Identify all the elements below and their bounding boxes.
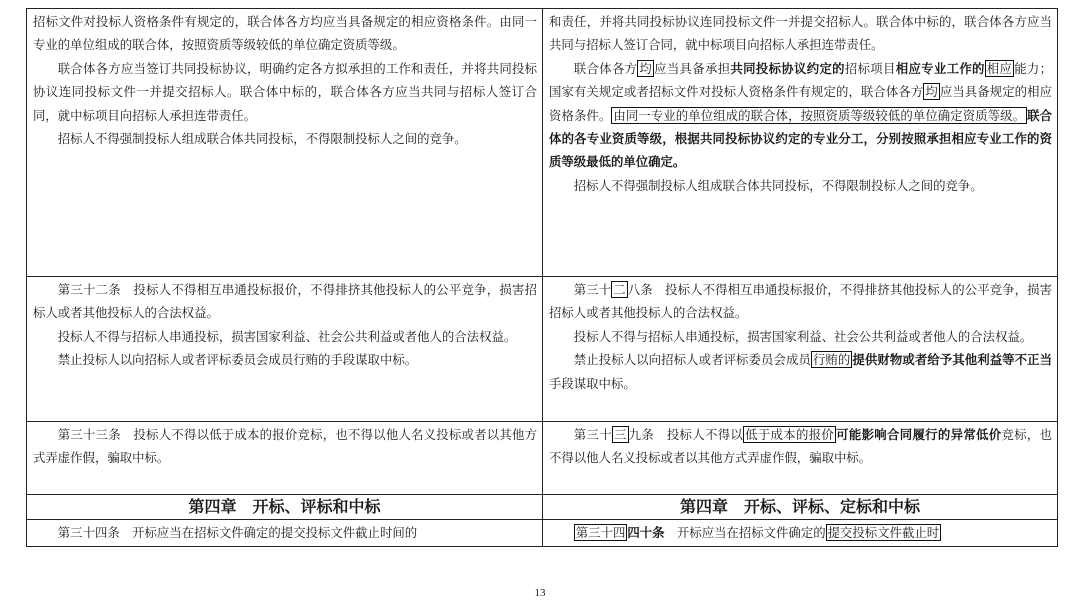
added-text: 相应专业工作的 xyxy=(895,60,985,76)
paragraph: 投标人不得与招标人串通投标，损害国家利益、社会公共利益或者他人的合法权益。 xyxy=(57,328,517,344)
deleted-text-box: 提交投标文件截止时 xyxy=(827,525,940,540)
page-number: 13 xyxy=(534,587,546,599)
chapter-heading-revised: 第四章 开标、评标、定标和中标 xyxy=(543,495,1058,520)
paragraph: 招标人不得强制投标人组成联合体共同投标，不得限制投标人之间的竞争。 xyxy=(573,177,983,193)
chapter-heading-row xyxy=(27,495,1058,520)
text-run: 开标应当在招标文件确定的 xyxy=(664,525,826,540)
text-run: 联合体各方 xyxy=(573,60,638,76)
deleted-text-box: 低于成本的报价 xyxy=(745,427,835,442)
paragraph xyxy=(549,278,1052,325)
paragraph xyxy=(549,57,1052,174)
paragraph: 第三十三条 投标人不得以低于成本的报价竞标，也不得以他人名义投标或者以其他方式弄虚作假，骗取中标。 xyxy=(33,427,537,466)
paragraph xyxy=(549,521,1052,544)
deleted-text-box: 行贿的 xyxy=(812,352,851,368)
table-row xyxy=(27,422,1058,495)
original-text-cell xyxy=(27,422,543,495)
deleted-text-box: 三 xyxy=(613,427,627,442)
original-text-cell xyxy=(27,520,543,547)
text-run: 九条 投标人不得以 xyxy=(628,427,744,442)
paragraph: 投标人不得与招标人串通投标，损害国家利益、社会公共利益或者他人的合法权益。 xyxy=(573,328,1033,344)
text-run: 竞标，也不得以他人名义投标或者以其他方式弄虚作假，骗取中标。 xyxy=(549,427,1053,466)
added-text: 联合体的各专业资质等级，根据共同投标协议约定的专业分工，分别按照承担相应专业工作的资质等级最低的单位确定。 xyxy=(549,107,1053,170)
text-run: 八条 投标人不得相互串通投标报价，不得排挤其他投标人的公平竞争，损害招标人或者其他投标人的合法权益。 xyxy=(549,282,1053,321)
table-row xyxy=(27,277,1058,422)
revised-text-cell xyxy=(543,520,1058,547)
original-text-cell xyxy=(27,9,543,277)
text-run: 禁止投标人以向招标人或者评标委员会成员 xyxy=(573,352,811,368)
text-run: 应当具备规定的相应资格条件。 xyxy=(549,84,1053,123)
revised-text-cell xyxy=(543,277,1058,422)
paragraph: 联合体各方应当签订共同投标协议，明确约定各方拟承担的工作和责任，并将共同投标协议连同投标文件一并提交招标人。联合体中标的，联合体各方应当共同与招标人签订合同，就中标项目向招标人承担连带责任。 xyxy=(33,60,537,123)
deleted-text-box: 第三十四 xyxy=(575,525,626,540)
deleted-text-box: 由同一专业的单位组成的联合体，按照资质等级较低的单位确定资质等级。 xyxy=(613,107,1026,123)
text-run: 第三十 xyxy=(573,427,612,442)
added-text: 共同投标协议约定的 xyxy=(730,60,845,76)
original-text-cell xyxy=(27,277,543,422)
added-text: 提供财物或者给予其他利益等不正当 xyxy=(852,352,1053,368)
deleted-text-box: 相应 xyxy=(986,60,1013,76)
text-run: 能力；国家有关规定或者招标文件对投标人资格条件有规定的，联合体各方 xyxy=(549,60,1053,100)
text-run: 手段谋取中标。 xyxy=(549,375,636,391)
added-text: 可能影响合同履行的异常低价 xyxy=(836,427,1002,442)
paragraph xyxy=(549,348,1052,395)
added-text: 四十条 xyxy=(627,525,665,540)
revised-text-cell xyxy=(543,422,1058,495)
table-row xyxy=(27,9,1058,277)
paragraph: 禁止投标人以向招标人或者评标委员会成员行贿的手段谋取中标。 xyxy=(57,352,418,368)
paragraph: 和责任，并将共同投标协议连同投标文件一并提交招标人。联合体中标的，联合体各方应当共同与招标人签订合同，就中标项目向招标人承担连带责任。 xyxy=(549,14,1052,53)
paragraph xyxy=(549,423,1052,470)
paragraph: 第三十四条 开标应当在招标文件确定的提交投标文件截止时间的 xyxy=(57,525,418,540)
deleted-text-box: 二 xyxy=(613,282,626,297)
text-run: 应当具备承担 xyxy=(654,60,731,76)
deleted-text-box: 均 xyxy=(925,84,938,100)
revised-text-cell xyxy=(543,9,1058,277)
text-run: 招标项目 xyxy=(844,60,896,76)
text-run: 第三十 xyxy=(573,282,612,297)
table-row xyxy=(27,520,1058,547)
paragraph: 招标人不得强制投标人组成联合体共同投标，不得限制投标人之间的竞争。 xyxy=(57,131,467,147)
comparison-table xyxy=(26,8,1058,547)
paragraph: 第三十二条 投标人不得相互串通投标报价，不得排挤其他投标人的公平竞争，损害招标人或者其他投标人的合法权益。 xyxy=(33,282,537,321)
chapter-heading-original: 第四章 开标、评标和中标 xyxy=(27,495,543,520)
paragraph: 招标文件对投标人资格条件有规定的，联合体各方均应当具备规定的相应资格条件。由同一专业的单位组成的联合体，按照资质等级较低的单位确定资质等级。 xyxy=(33,14,537,53)
deleted-text-box: 均 xyxy=(639,60,653,76)
